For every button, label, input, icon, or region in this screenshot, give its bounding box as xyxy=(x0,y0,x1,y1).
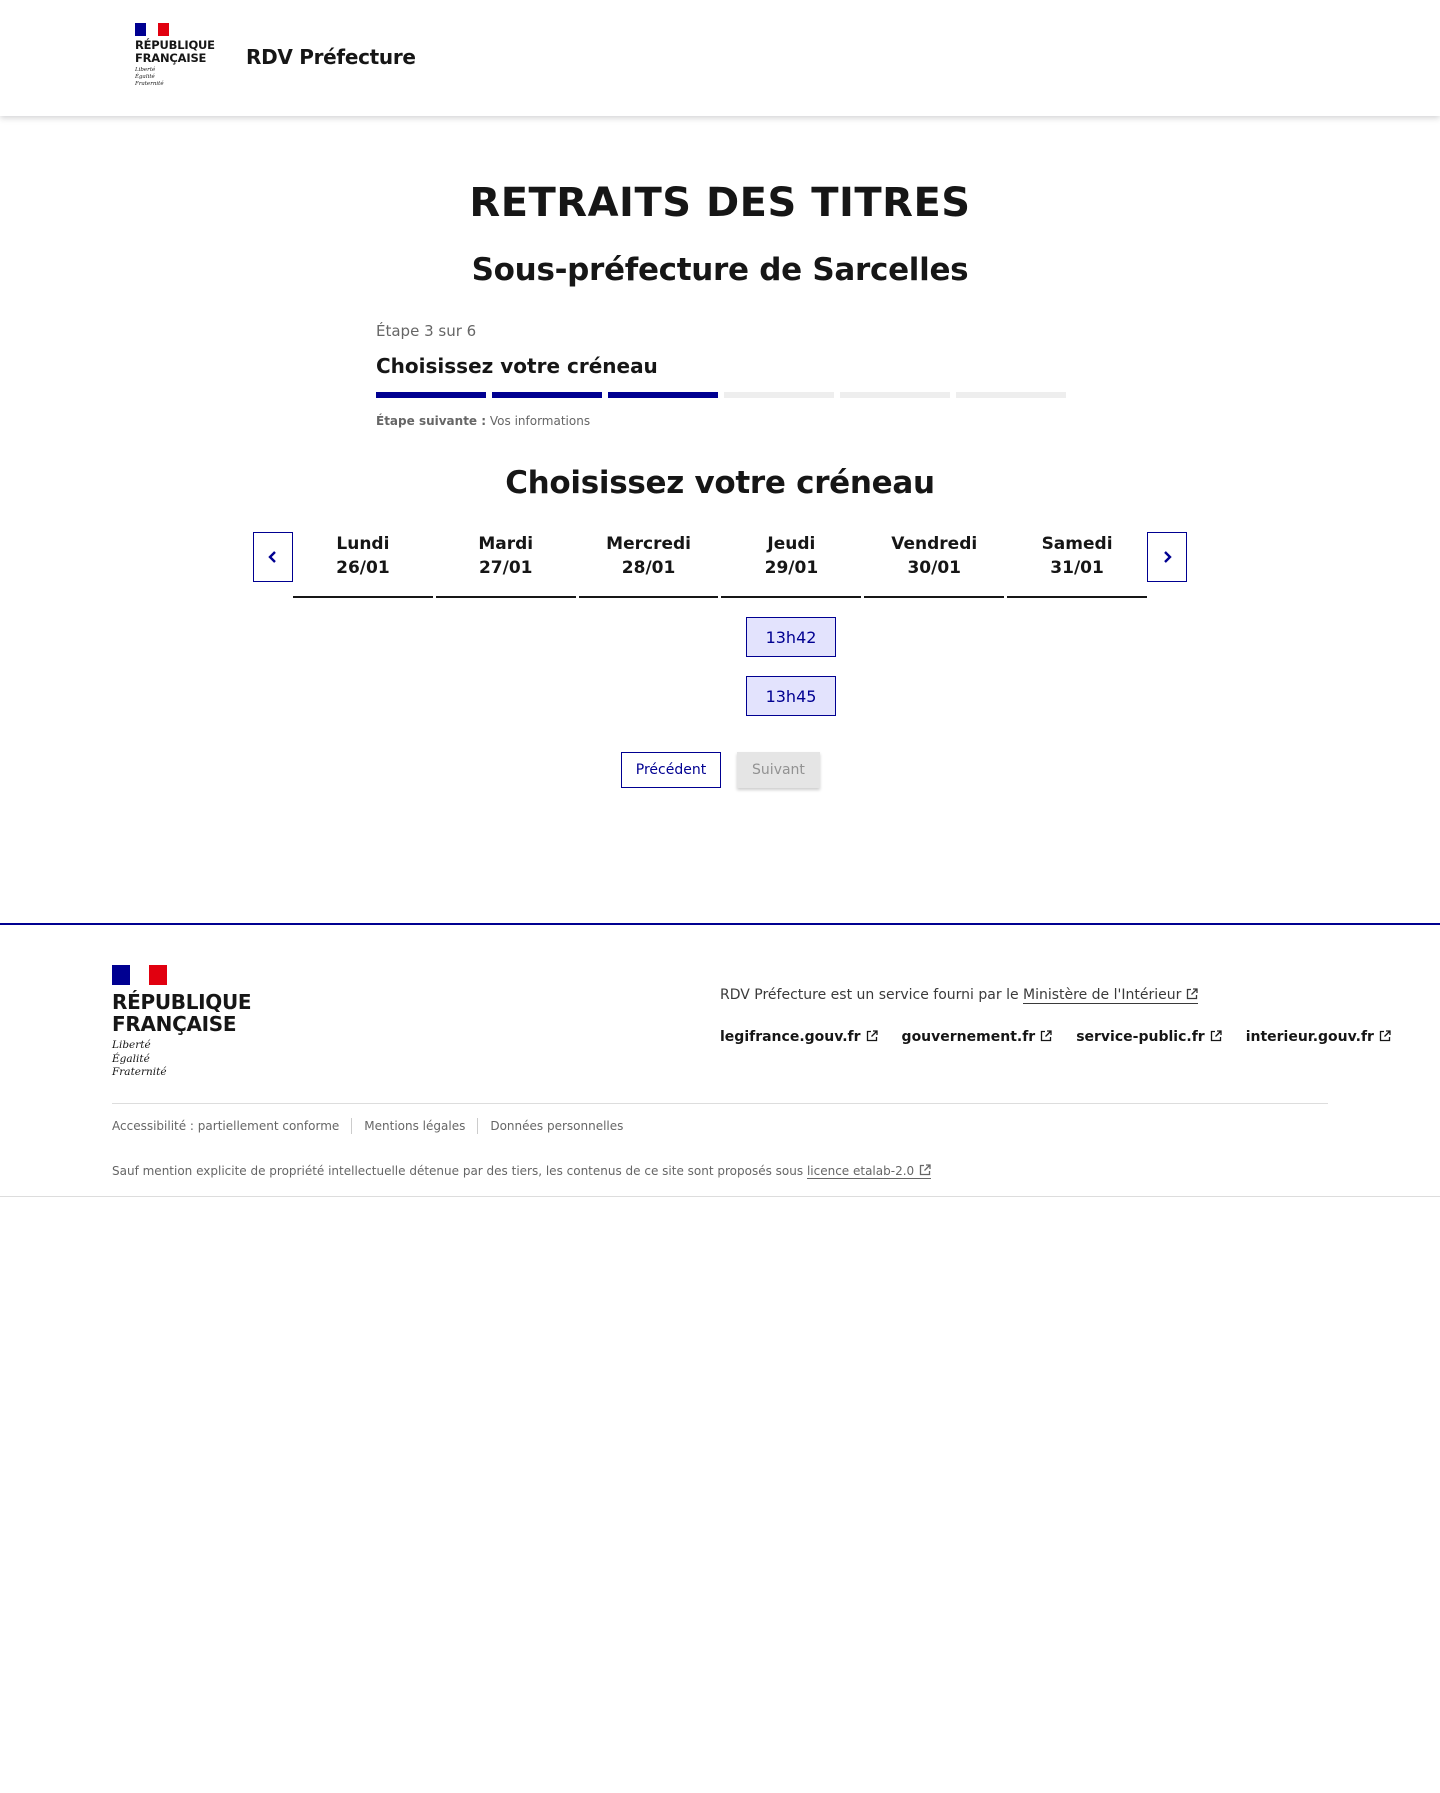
legifrance-link-label: legifrance.gouv.fr xyxy=(720,1029,861,1045)
chevron-right-icon xyxy=(1161,550,1173,564)
footer-bottom-links xyxy=(112,1118,623,1134)
time-slot-button[interactable]: 13h42 xyxy=(746,617,836,657)
motto-liberte: Liberté xyxy=(135,67,156,73)
day-column xyxy=(293,532,433,598)
stepper-next-step xyxy=(376,414,1066,428)
service-public-link[interactable] xyxy=(1076,1029,1221,1045)
motto-egalite: Égalité xyxy=(112,1052,150,1065)
stepper-bar-pending xyxy=(724,392,834,398)
motto-fraternite: Fraternité xyxy=(135,81,164,87)
legal-notice-link[interactable]: Mentions légales xyxy=(364,1119,466,1133)
day-name: Lundi xyxy=(336,534,390,554)
interieur-link[interactable] xyxy=(1246,1029,1391,1045)
chevron-left-icon xyxy=(267,550,279,564)
logo-line-1: RÉPUBLIQUE xyxy=(112,990,252,1014)
day-date: 30/01 xyxy=(907,558,961,578)
day-name: Vendredi xyxy=(891,534,978,554)
french-flag-icon xyxy=(112,965,167,985)
footer-license xyxy=(112,1164,931,1178)
page-title: RETRAITS DES TITRES xyxy=(469,180,971,226)
motto-egalite: Égalité xyxy=(135,74,155,80)
interieur-link-label: interieur.gouv.fr xyxy=(1245,1029,1374,1045)
gouvernement-link-label: gouvernement.fr xyxy=(901,1029,1036,1045)
republique-francaise-logo[interactable] xyxy=(112,965,251,1080)
logo-line-2: FRANÇAISE xyxy=(112,1012,237,1036)
footer-description xyxy=(720,987,1198,1003)
footer-link-separator xyxy=(477,1118,478,1134)
footer-description-text: RDV Préfecture est un service fourni par le xyxy=(720,987,1019,1003)
footer-link-separator xyxy=(351,1118,352,1134)
accessibility-link[interactable]: Accessibilité : partiellement conforme xyxy=(112,1119,340,1133)
external-link-icon xyxy=(919,1164,931,1176)
logo-motto xyxy=(135,67,215,88)
days-row xyxy=(293,532,1147,598)
day-name: Samedi xyxy=(1041,534,1113,554)
etalab-license-link[interactable] xyxy=(807,1164,931,1179)
day-date: 31/01 xyxy=(1050,558,1104,578)
next-button[interactable]: Suivant xyxy=(737,752,820,788)
day-name: Mercredi xyxy=(606,534,691,554)
time-slot-button[interactable]: 13h45 xyxy=(746,676,836,716)
external-link-icon xyxy=(1379,1030,1391,1042)
day-column xyxy=(1007,532,1147,598)
motto-liberte: Liberté xyxy=(112,1039,151,1051)
site-header xyxy=(0,0,1440,116)
day-column xyxy=(436,532,576,598)
logo-text xyxy=(112,991,251,1035)
etalab-license-link-label: licence etalab-2.0 xyxy=(806,1164,915,1178)
day-column xyxy=(864,532,1004,598)
previous-week-button[interactable] xyxy=(253,532,293,582)
external-link-icon xyxy=(1210,1030,1222,1042)
site-footer xyxy=(0,923,1440,1197)
personal-data-link[interactable]: Données personnelles xyxy=(490,1119,624,1133)
gouvernement-link[interactable] xyxy=(902,1029,1053,1045)
stepper-title: Choisissez votre créneau xyxy=(376,354,658,378)
logo-line-1: RÉPUBLIQUE xyxy=(135,38,215,52)
logo-line-2: FRANÇAISE xyxy=(135,50,207,65)
stepper-bar-pending xyxy=(956,392,1066,398)
stepper-progress xyxy=(376,392,1066,398)
day-date: 29/01 xyxy=(764,558,819,578)
external-link-icon xyxy=(1186,988,1198,1000)
logo-motto xyxy=(112,1039,251,1080)
slot-section-title: Choisissez votre créneau xyxy=(505,465,935,501)
day-name: Mardi xyxy=(478,534,534,554)
page-subtitle: Sous-préfecture de Sarcelles xyxy=(471,252,969,288)
footer-divider xyxy=(112,1103,1328,1104)
previous-button[interactable]: Précédent xyxy=(621,752,721,788)
external-link-icon xyxy=(1040,1030,1052,1042)
ministere-interieur-link-label: Ministère de l'Intérieur xyxy=(1023,987,1182,1003)
legifrance-link[interactable] xyxy=(720,1029,878,1045)
day-column xyxy=(721,532,861,598)
stepper-bar-complete xyxy=(492,392,602,398)
stepper-next-label: Étape suivante : xyxy=(376,414,487,428)
day-date: 28/01 xyxy=(621,558,676,578)
french-flag-icon xyxy=(135,23,169,36)
republique-francaise-logo[interactable] xyxy=(135,23,215,88)
footer-links xyxy=(720,1029,1391,1045)
stepper-bar-pending xyxy=(840,392,950,398)
day-date: 26/01 xyxy=(336,558,390,578)
external-link-icon xyxy=(866,1030,878,1042)
day-column xyxy=(579,532,719,598)
stepper-bar-complete xyxy=(608,392,718,398)
next-week-button[interactable] xyxy=(1147,532,1187,582)
service-public-link-label: service-public.fr xyxy=(1076,1029,1205,1045)
service-title[interactable]: RDV Préfecture xyxy=(246,45,416,69)
stepper-bar-complete xyxy=(376,392,486,398)
stepper-next-value: Vos informations xyxy=(489,414,591,428)
ministere-interieur-link[interactable] xyxy=(1023,987,1198,1004)
day-date: 27/01 xyxy=(478,558,533,578)
stepper-state: Étape 3 sur 6 xyxy=(376,322,477,340)
day-name: Jeudi xyxy=(767,534,816,554)
logo-text xyxy=(135,39,215,64)
license-text: Sauf mention explicite de propriété intellectuelle détenue par des tiers, les contenus de ce site sont proposés sous xyxy=(112,1164,804,1178)
stepper xyxy=(376,322,1066,428)
motto-fraternite: Fraternité xyxy=(112,1066,167,1078)
